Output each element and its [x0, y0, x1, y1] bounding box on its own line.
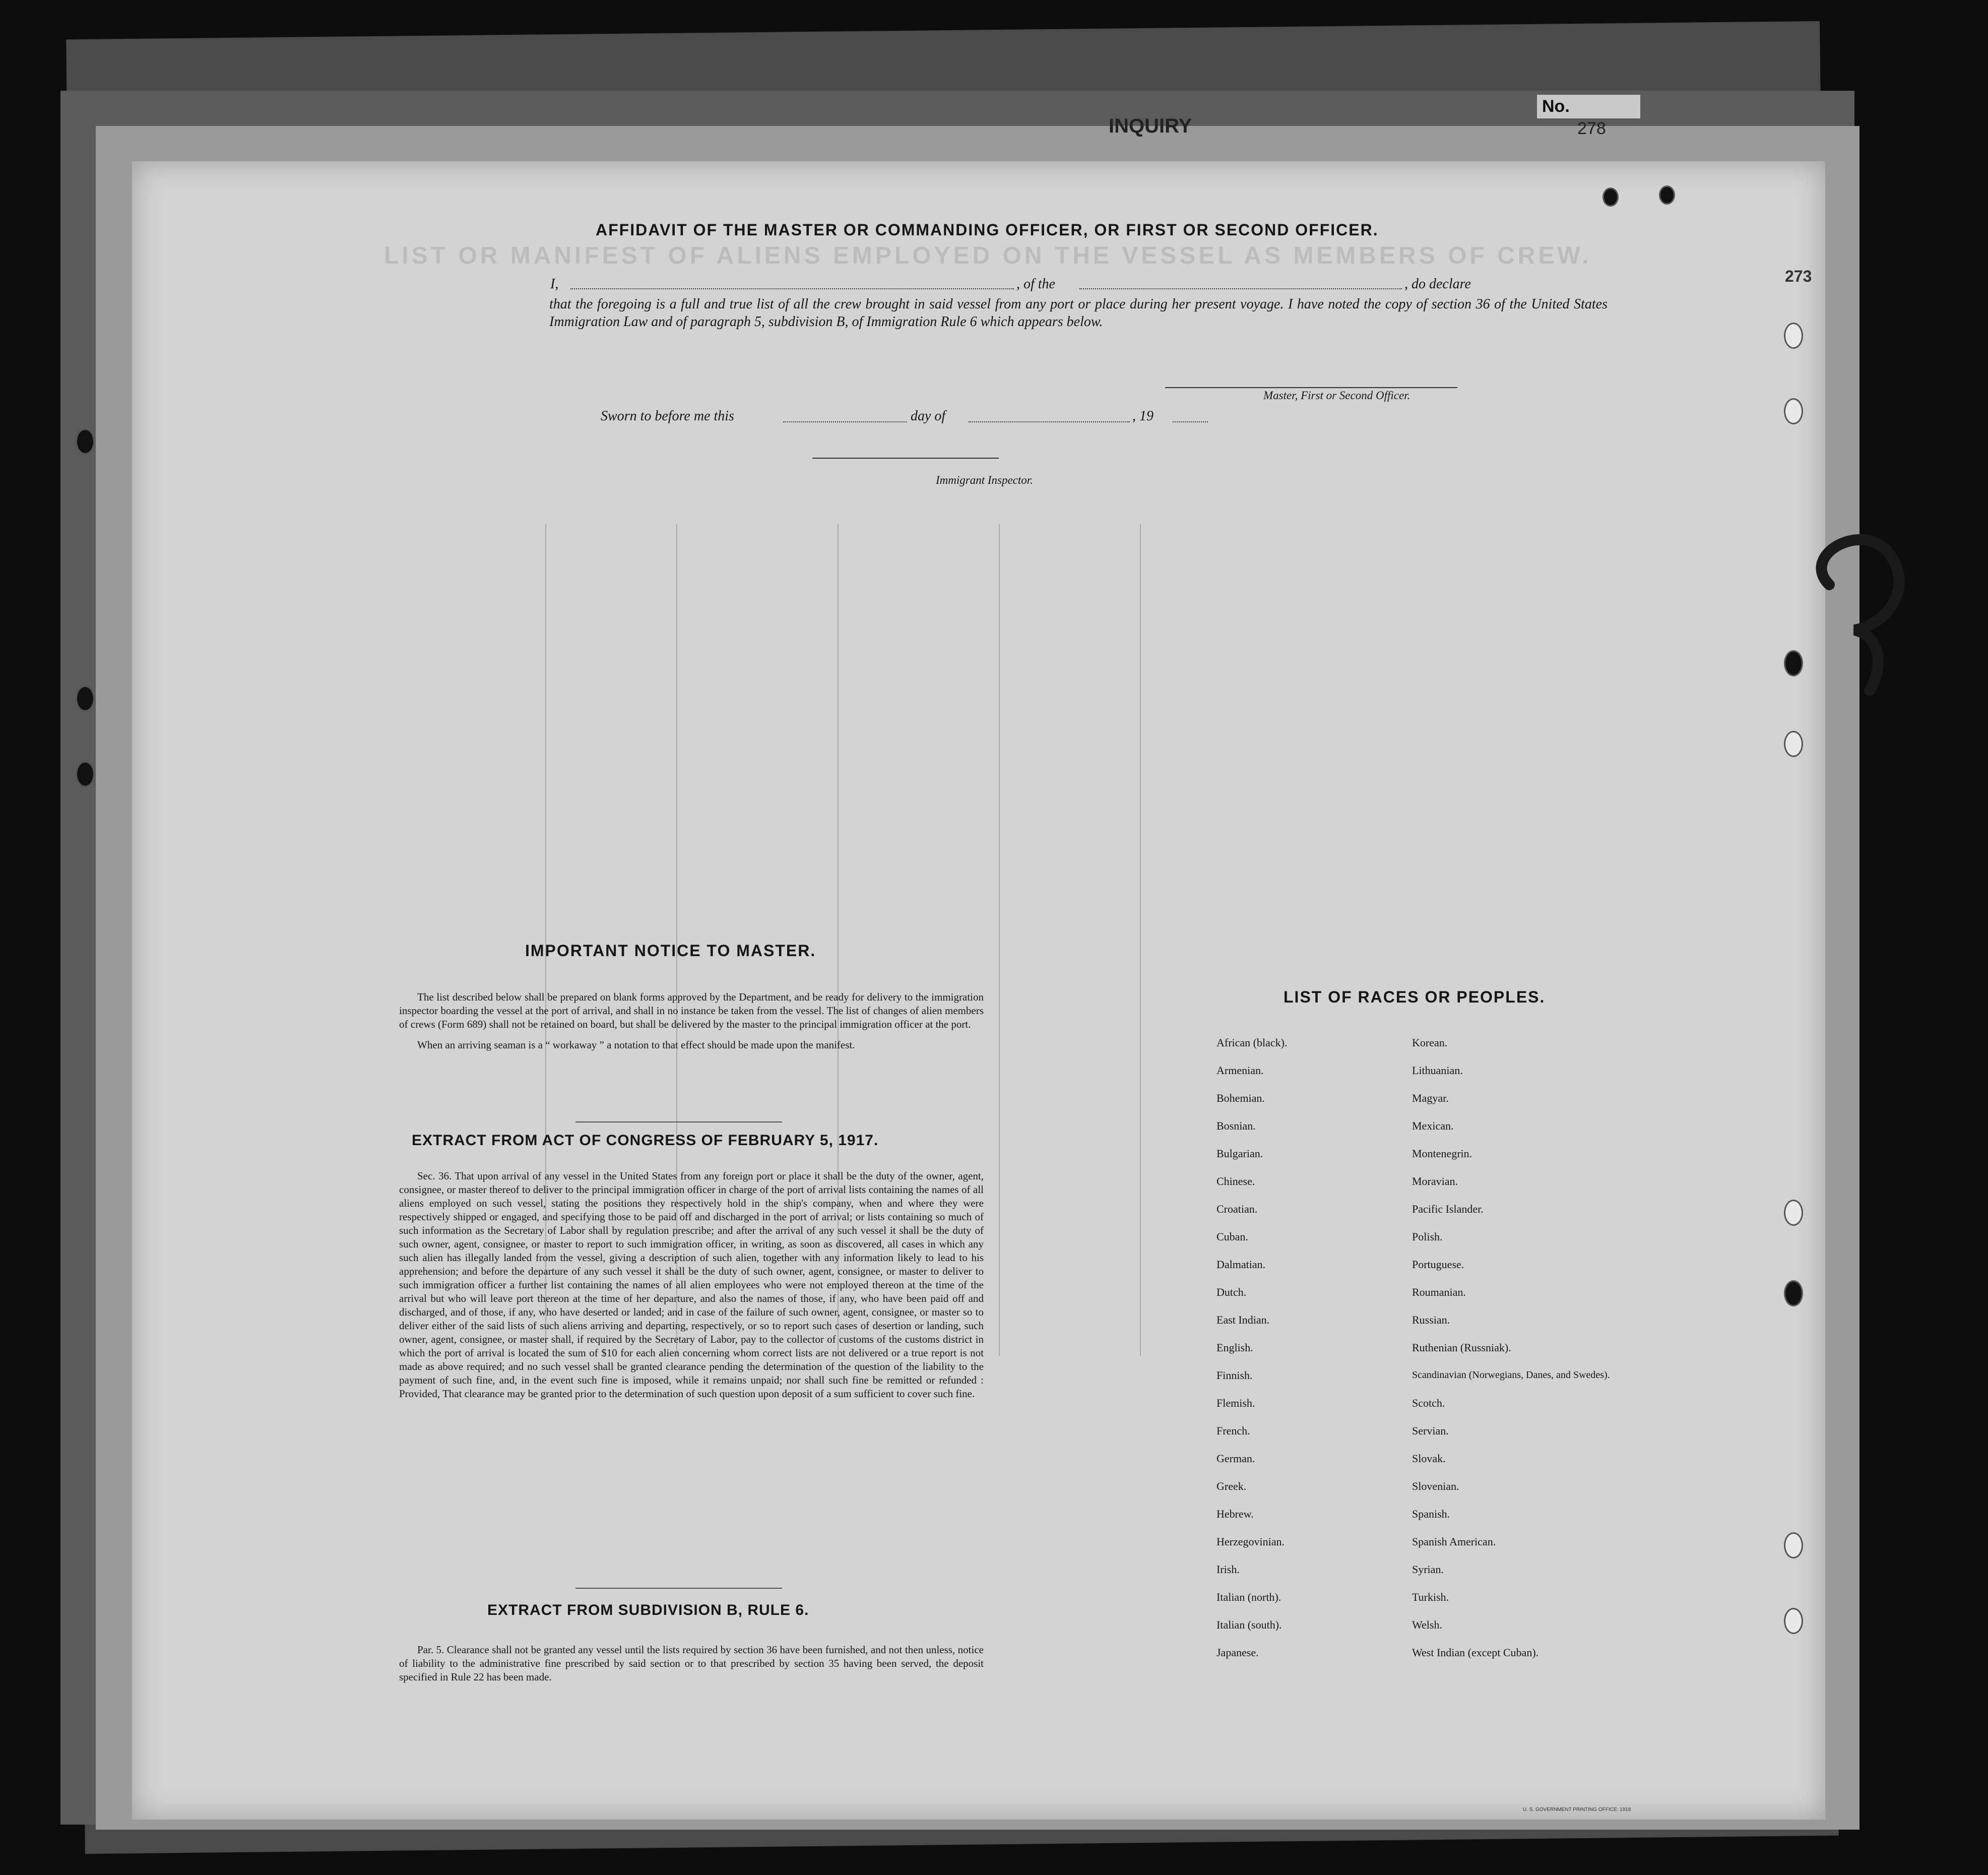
race-item: Ruthenian (Russniak). — [1412, 1341, 1511, 1354]
punch-mark — [1602, 188, 1619, 207]
notice-title: IMPORTANT NOTICE TO MASTER. — [525, 942, 816, 960]
race-item: Italian (south). — [1216, 1618, 1282, 1631]
binder-hole — [1784, 1532, 1803, 1558]
race-item: Scotch. — [1412, 1397, 1445, 1409]
race-item: Irish. — [1216, 1563, 1240, 1576]
sworn-year-blank[interactable] — [1173, 421, 1208, 422]
race-item: Magyar. — [1412, 1092, 1449, 1104]
binder-hole — [1784, 1608, 1803, 1634]
race-item: Italian (north). — [1216, 1591, 1281, 1603]
race-item: Roumanian. — [1412, 1286, 1466, 1298]
race-item: African (black). — [1216, 1036, 1288, 1049]
sworn-day-of: day of — [911, 408, 946, 424]
race-item: Slovenian. — [1412, 1480, 1459, 1492]
affidavit-line1-mid: , of the — [1016, 276, 1055, 292]
race-item: Slovak. — [1412, 1452, 1446, 1465]
affidavit-title: AFFIDAVIT OF THE MASTER OR COMMANDING OFFICER, OR FIRST OR SECOND OFFICER. — [596, 221, 1379, 239]
races-left-column — [1216, 1037, 1408, 1674]
extract-act-text — [399, 1169, 984, 1401]
race-item: Chinese. — [1216, 1175, 1255, 1188]
race-item: Polish. — [1412, 1230, 1443, 1243]
signature-caption: Master, First or Second Officer. — [1263, 389, 1410, 402]
races-right-column — [1412, 1037, 1614, 1674]
race-item: Hebrew. — [1216, 1508, 1254, 1520]
stub-number-fragment: 278 — [1577, 119, 1606, 138]
affidavit-line1-end: , do declare — [1404, 276, 1471, 292]
affidavit-body: that the foregoing is a full and true list of all the crew brought in said vessel from any port or place during her present voyage. I have noted the copy of section 36 of the United States Immigration Law and of paragraph 5, subdivision B, of Immigration Rule 6 which appears below. — [549, 296, 1608, 330]
race-item: Korean. — [1412, 1036, 1448, 1049]
section-36-paragraph: Sec. 36. That upon arrival of any vessel in the United States from any foreign port or place it shall be the duty of the owner, agent, consignee, or master thereof to deliver to the principal immigration officer in charge of the port of arrival lists containing the names of all aliens employed on such vessel, stating the positions they respectively hold in the ship's company, when and where they were respectively shipped or engaged, and specifying those to be paid off and discharged in the port of arrival; or lists containing so much of such information as the Secretary of Labor shall by regulation prescribe; and after the arrival of any such vessel it shall be the duty of such owner, agent, consignee, or master to report to such immigration officer, in writing, as soon as discovered, all cases in which any such alien has illegally landed from the vessel, giving a description of such alien, together with any information likely to lead to his apprehension; and before the departure of any such vessel it shall be the duty of such owner, agent, consignee, or master to deliver to such immigration officer a further list containing the names of all alien employees who were not employed thereon at the time of the arrival but who will leave port thereon at the time of her departure, and also the names of those, if any, who have been paid off and discharged, and of those, if any, who have deserted or landed; and in case of the failure of such owner, agent, consignee, or master so to deliver either of the said lists of such aliens arriving and departing, respectively, or so to report such cases of desertion or landing, such owner, agent, consignee, or master shall, if required by the Secretary of Labor, pay to the collector of customs of the customs district in which the port of arrival is located the sum of $10 for each alien concerning whom correct lists are not delivered or a true report is not made as above required; and no such vessel shall be granted clearance pending the determination of the question of the liability to the payment of such fine, and, in the event such fine is imposed, while it remains unpaid; nor shall such fine be remitted or refunded : Provided, That clearance may be granted prior to the determination of such question upon deposit of a sum sufficient to cover such fine. — [399, 1170, 984, 1400]
race-item: Servian. — [1412, 1424, 1449, 1437]
race-item: Welsh. — [1412, 1618, 1442, 1631]
race-item: Spanish. — [1412, 1508, 1450, 1520]
extract-rule-text — [399, 1643, 984, 1684]
race-item: Bosnian. — [1216, 1119, 1256, 1132]
race-item: Lithuanian. — [1412, 1064, 1463, 1077]
race-item: Turkish. — [1412, 1591, 1449, 1603]
race-item: Pacific Islander. — [1412, 1203, 1484, 1215]
inspector-caption: Immigrant Inspector. — [936, 474, 1033, 486]
handwritten-mark — [1794, 524, 1925, 696]
vessel-name-blank[interactable] — [1079, 288, 1402, 289]
affidavit-page — [132, 161, 1825, 1820]
race-item: Finnish. — [1216, 1369, 1253, 1382]
race-item: English. — [1216, 1341, 1253, 1354]
printer-imprint: U. S. GOVERNMENT PRINTING OFFICE: 1918 — [1523, 1807, 1631, 1812]
race-item: Mexican. — [1412, 1119, 1454, 1132]
race-item: Croatian. — [1216, 1203, 1258, 1215]
race-item: Moravian. — [1412, 1175, 1458, 1188]
master-name-blank[interactable] — [570, 288, 1014, 289]
underlying-binder-hole — [76, 685, 95, 712]
binder-hole — [1784, 323, 1803, 349]
section-divider — [575, 1588, 782, 1589]
extract-act-title: EXTRACT FROM ACT OF CONGRESS OF FEBRUARY 5, 1917. — [412, 1132, 879, 1149]
section-divider — [575, 1121, 782, 1122]
extract-rule-title: EXTRACT FROM SUBDIVISION B, RULE 6. — [487, 1602, 809, 1618]
race-item: Cuban. — [1216, 1230, 1248, 1243]
notice-paragraph-1: The list described below shall be prepared on blank forms approved by the Department, and be ready for delivery to the immigration inspector boarding the vessel at the port of arrival, and shall in no instance be taken from the vessel. The list of changes of alien members of crews (Form 689) shall not be retained on board, but shall be delivered by the master to the principal immigration officer at the port. — [399, 991, 984, 1030]
sworn-month-blank[interactable] — [969, 421, 1130, 422]
underlying-binder-hole — [76, 761, 95, 787]
edge-page-number: 273 — [1785, 267, 1812, 285]
race-item: Dalmatian. — [1216, 1258, 1266, 1271]
ghost-column-line — [999, 524, 1000, 1356]
sworn-day-blank[interactable] — [783, 421, 907, 422]
race-item: West Indian (except Cuban). — [1412, 1646, 1539, 1659]
stub-heading-fragment: INQUIRY — [1109, 115, 1192, 137]
ghost-manifest-header: LIST OR MANIFEST OF ALIENS EMPLOYED ON THE VESSEL AS MEMBERS OF CREW. — [384, 242, 1592, 269]
sworn-start: Sworn to before me this — [601, 408, 734, 424]
race-item: Dutch. — [1216, 1286, 1247, 1298]
race-item: Herzegovinian. — [1216, 1535, 1285, 1548]
race-item: Bulgarian. — [1216, 1147, 1263, 1160]
binder-hole — [1784, 1200, 1803, 1226]
race-item: Scandinavian (Norwegians, Danes, and Swedes). — [1412, 1369, 1610, 1381]
underlying-binder-hole — [76, 428, 95, 455]
race-item: Flemish. — [1216, 1397, 1255, 1409]
race-item: French. — [1216, 1424, 1250, 1437]
binder-hole — [1784, 1280, 1803, 1306]
affidavit-line1-start: I, — [550, 276, 559, 292]
race-item: Portuguese. — [1412, 1258, 1464, 1271]
race-item: Armenian. — [1216, 1064, 1264, 1077]
notice-text — [399, 990, 984, 1052]
race-item: German. — [1216, 1452, 1255, 1465]
binder-hole — [1784, 731, 1803, 757]
race-item: Russian. — [1412, 1314, 1450, 1326]
races-title: LIST OF RACES OR PEOPLES. — [1284, 988, 1546, 1006]
race-item: Spanish American. — [1412, 1535, 1496, 1548]
sworn-year: , 19 — [1132, 408, 1153, 424]
punch-mark — [1659, 185, 1675, 205]
race-item: Syrian. — [1412, 1563, 1444, 1576]
binder-hole — [1784, 398, 1803, 424]
inspector-line[interactable] — [812, 458, 999, 459]
race-item: Montenegrin. — [1412, 1147, 1472, 1160]
race-item: Bohemian. — [1216, 1092, 1265, 1104]
ghost-column-line — [1140, 524, 1141, 1356]
notice-paragraph-2: When an arriving seaman is a “ workaway ” a notation to that effect should be made upon the manifest. — [417, 1039, 855, 1051]
race-item: East Indian. — [1216, 1314, 1270, 1326]
race-item: Greek. — [1216, 1480, 1247, 1492]
signature-line[interactable] — [1165, 387, 1457, 388]
race-item: Japanese. — [1216, 1646, 1259, 1659]
paragraph-5: Par. 5. Clearance shall not be granted any vessel until the lists required by section 36 have been furnished, and not then unless, notice of liability to the administrative fine prescribed by said section or to that prescribed by section 35 having been served, the deposit specified in Rule 22 has been made. — [399, 1644, 984, 1683]
stub-no-label: No. — [1537, 95, 1640, 118]
